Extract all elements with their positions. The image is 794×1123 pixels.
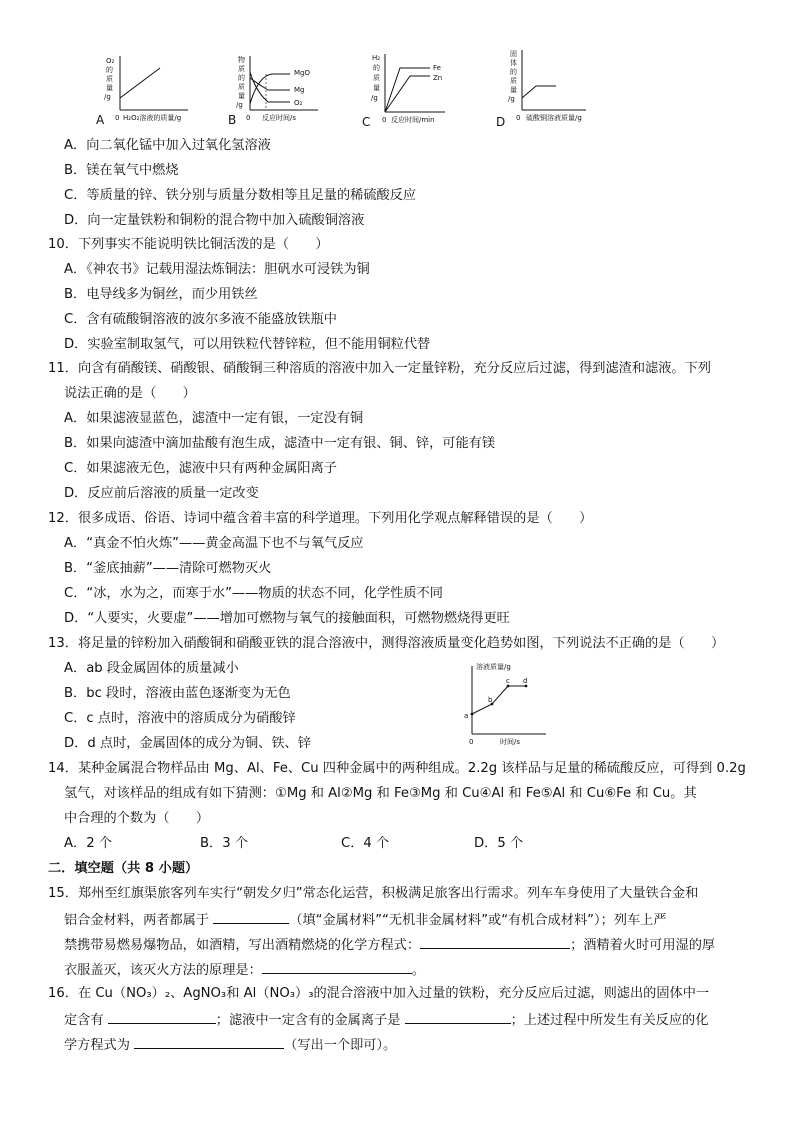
q13-stem: 13．将足量的锌粉加入硝酸铜和硝酸亚铁的混合溶液中，测得溶液质量变化趋势如图，下列说法不正确的是（ ）	[48, 636, 725, 651]
q12-option-d: D．“人要实，火要虚”——增加可燃物与氧气的接触面积，可燃物燃烧得更旺	[64, 611, 510, 626]
graph-d-ylabel: 的	[510, 68, 517, 76]
q10-option-a: A．《神农书》记载用湿法炼铜法：胆矾水可浸铁为铜	[64, 262, 370, 277]
q15-line2	[64, 910, 667, 930]
graph-c-curve-label: Zn	[433, 74, 443, 82]
q10-option-d: D．实验室制取氢气，可以用铁粒代替锌粒，但不能用铜粒代替	[64, 337, 431, 352]
graph-a-letter: A	[96, 113, 105, 127]
q15-text: 铝合金材料，两者都属于	[64, 913, 214, 928]
graph-c-ylabel: H₂	[372, 54, 381, 62]
q16-text: 定含有	[64, 1013, 108, 1028]
graph-b-ylabel: 量	[238, 92, 245, 100]
graph-c	[362, 54, 445, 129]
q16-text: ；滤液中一定含有的金属离子是	[215, 1013, 405, 1028]
q14-stem-cont2: 中合理的个数为（ ）	[64, 811, 210, 826]
q16-line2	[64, 1010, 708, 1030]
q15-blank-2[interactable]	[420, 935, 570, 949]
q16-blank-2[interactable]	[405, 1010, 511, 1024]
option-graphs	[0, 0, 794, 130]
graph-c-letter: C	[362, 115, 371, 129]
q11-option-c: C．如果滤液无色，滤液中只有两种金属阳离子	[64, 461, 337, 476]
q10-option-b: B．电导线多为铜丝，而少用铁丝	[64, 287, 258, 302]
graph-d-ylabel: /g	[508, 95, 515, 103]
section-title: 二．填空题（共 8 小题）	[48, 861, 199, 876]
q14-option-a: A．2 个	[64, 836, 112, 851]
graph-b-letter: B	[228, 113, 237, 127]
q13-point-d: d	[523, 677, 528, 685]
graph-c-ylabel: /g	[371, 94, 378, 102]
q16-line1: 16．在 Cu（NO₃）₂、AgNO₃和 Al（NO₃）₃的混合溶液中加入过量的铁粉，充分反应后过滤，则滤出的固体中一	[48, 986, 710, 1001]
q14-option-c: C．4 个	[341, 836, 390, 851]
graph-a-ylabel: 的	[106, 66, 113, 74]
q11-option-d: D．反应前后溶液的质量一定改变	[64, 486, 259, 501]
q9-option-a: A．向二氧化锰中加入过氧化氢溶液	[64, 138, 271, 153]
q16-text: ；上述过程中所发生有关反应的化	[510, 1013, 709, 1028]
graph-d-letter: D	[496, 115, 506, 129]
q12-option-b: B．“釜底抽薪”——清除可燃物灭火	[64, 561, 272, 576]
graph-a-origin: 0	[115, 114, 120, 122]
q11-option-a: A．如果滤液显蓝色，滤渣中一定有银，一定没有铜	[64, 411, 364, 426]
q15-text: （填“金属材料”“无机非金属材料”或“有机合成材料”）；列车上严	[289, 913, 667, 928]
q15-text: 禁携带易燃易爆物品，如酒精，写出酒精燃烧的化学方程式：	[64, 938, 421, 953]
graph-a-xlabel: H₂O₂溶液的质量/g	[123, 114, 182, 122]
q13-point-c: c	[506, 677, 510, 685]
q13-option-a: A．ab 段金属固体的质量减小	[64, 661, 239, 676]
q15-blank-1[interactable]	[213, 910, 289, 924]
graph-c-ylabel: 量	[373, 84, 380, 92]
q15-line4	[64, 960, 425, 980]
graph-b-ylabel: 质	[238, 83, 245, 91]
graph-d-ylabel: 质	[510, 77, 517, 85]
graph-d-origin: 0	[516, 114, 521, 122]
q10-stem: 10．下列事实不能说明铁比铜活泼的是（ ）	[48, 237, 329, 252]
graph-d-xlabel: 硫酸铜溶液质量/g	[526, 114, 582, 122]
q13-option-b: B．bc 段时，溶液由蓝色逐渐变为无色	[64, 686, 291, 701]
q9-option-d: D．向一定量铁粉和铜粉的混合物中加入硫酸铜溶液	[64, 213, 365, 228]
q13-graph	[460, 658, 550, 748]
q13-graph-origin: 0	[469, 738, 474, 746]
graph-b	[228, 55, 318, 127]
graph-a-ylabel: /g	[104, 93, 111, 101]
q16-text: （写出一个即可）。	[284, 1038, 397, 1053]
q13-option-c: C．c 点时，溶液中的溶质成分为硝酸锌	[64, 711, 296, 726]
graph-a-ylabel: O₂	[106, 57, 115, 65]
q12-stem: 12．很多成语、俗语、诗词中蕴含着丰富的科学道理。下列用化学观点解释错误的是（ ）	[48, 511, 593, 526]
graph-b-curve-label: Mg	[294, 86, 305, 94]
graph-d-ylabel: 体	[510, 59, 517, 67]
graph-b-curve-label: MgO	[294, 69, 310, 77]
q15-text: 。	[411, 963, 425, 978]
q15-line1: 15．郑州至红旗渠旅客列车实行“朝发夕归”常态化运营，积极满足旅客出行需求。列车车身使用了大量铁合金和	[48, 886, 699, 901]
graph-a-ylabel: 量	[106, 84, 113, 92]
graph-c-ylabel: 的	[373, 64, 380, 72]
q16-text: 学方程式为	[64, 1038, 135, 1053]
graph-c-origin: 0	[382, 116, 387, 124]
q15-blank-3[interactable]	[262, 960, 412, 974]
q14-option-b: B．3 个	[200, 836, 249, 851]
graph-d-ylabel: 量	[510, 86, 517, 94]
graph-b-ylabel: 物	[238, 56, 245, 64]
q15-text: 衣服盖灭，该灭火方法的原理是：	[64, 963, 262, 978]
q14-stem: 14．某种金属混合物样品由 Mg、Al、Fe、Cu 四种金属中的两种组成。2.2g 该样品与足量的稀硫酸反应，可得到 0.2g	[48, 761, 746, 776]
graph-b-ylabel: 质	[238, 65, 245, 73]
q16-blank-3[interactable]	[134, 1035, 284, 1049]
q14-stem-cont: 氢气，对该样品的组成有如下猜测：①Mg 和 Al②Mg 和 Fe③Mg 和 Cu④Al 和 Fe⑤Al 和 Cu⑥Fe 和 Cu。其	[64, 786, 697, 801]
q13-option-d: D．d 点时，金属固体的成分为铜、铁、锌	[64, 736, 311, 751]
q13-point-a: a	[464, 712, 469, 720]
graph-a-ylabel: 质	[106, 75, 113, 83]
q13-graph-ylabel: 溶液质量/g	[476, 663, 511, 671]
q9-option-b: B．镁在氧气中燃烧	[64, 163, 179, 178]
q14-option-d: D．5 个	[474, 836, 524, 851]
graph-b-curve-label: O₂	[294, 99, 303, 107]
graph-a	[96, 56, 188, 127]
graph-c-xlabel: 反应时间/min	[391, 116, 435, 124]
graph-b-xlabel: 反应时间/s	[262, 114, 297, 122]
q16-blank-1[interactable]	[108, 1010, 216, 1024]
q13-point-b: b	[488, 696, 493, 704]
graph-b-origin: 0	[246, 114, 251, 122]
q16-line3	[64, 1035, 396, 1055]
q15-line3	[64, 935, 715, 955]
q11-stem-cont: 说法正确的是（ ）	[64, 386, 196, 401]
graph-d-ylabel: 固	[510, 50, 517, 58]
q13-graph-xlabel: 时间/s	[500, 738, 521, 746]
q9-option-c: C．等质量的锌、铁分别与质量分数相等且足量的稀硫酸反应	[64, 188, 417, 203]
q12-option-a: A．“真金不怕火炼”——黄金高温下也不与氧气反应	[64, 536, 364, 551]
q11-option-b: B．如果向滤渣中滴加盐酸有泡生成，滤渣中一定有银、铜、锌，可能有镁	[64, 436, 496, 451]
q11-stem: 11．向含有硝酸镁、硝酸银、硝酸铜三种溶质的溶液中加入一定量锌粉，充分反应后过滤，得到滤渣和滤液。下列	[48, 361, 711, 376]
graph-b-ylabel: /g	[236, 101, 243, 109]
graph-c-curve-label: Fe	[433, 64, 441, 72]
q15-text: ；酒精着火时可用湿的厚	[570, 938, 716, 953]
q10-option-c: C．含有硫酸铜溶液的波尔多液不能盛放铁瓶中	[64, 312, 337, 327]
graph-d	[496, 49, 586, 129]
graph-b-ylabel: 的	[238, 74, 245, 82]
q12-option-c: C．“冰，水为之，而寒于水”——物质的状态不同，化学性质不同	[64, 586, 443, 601]
graph-c-ylabel: 质	[373, 74, 380, 82]
